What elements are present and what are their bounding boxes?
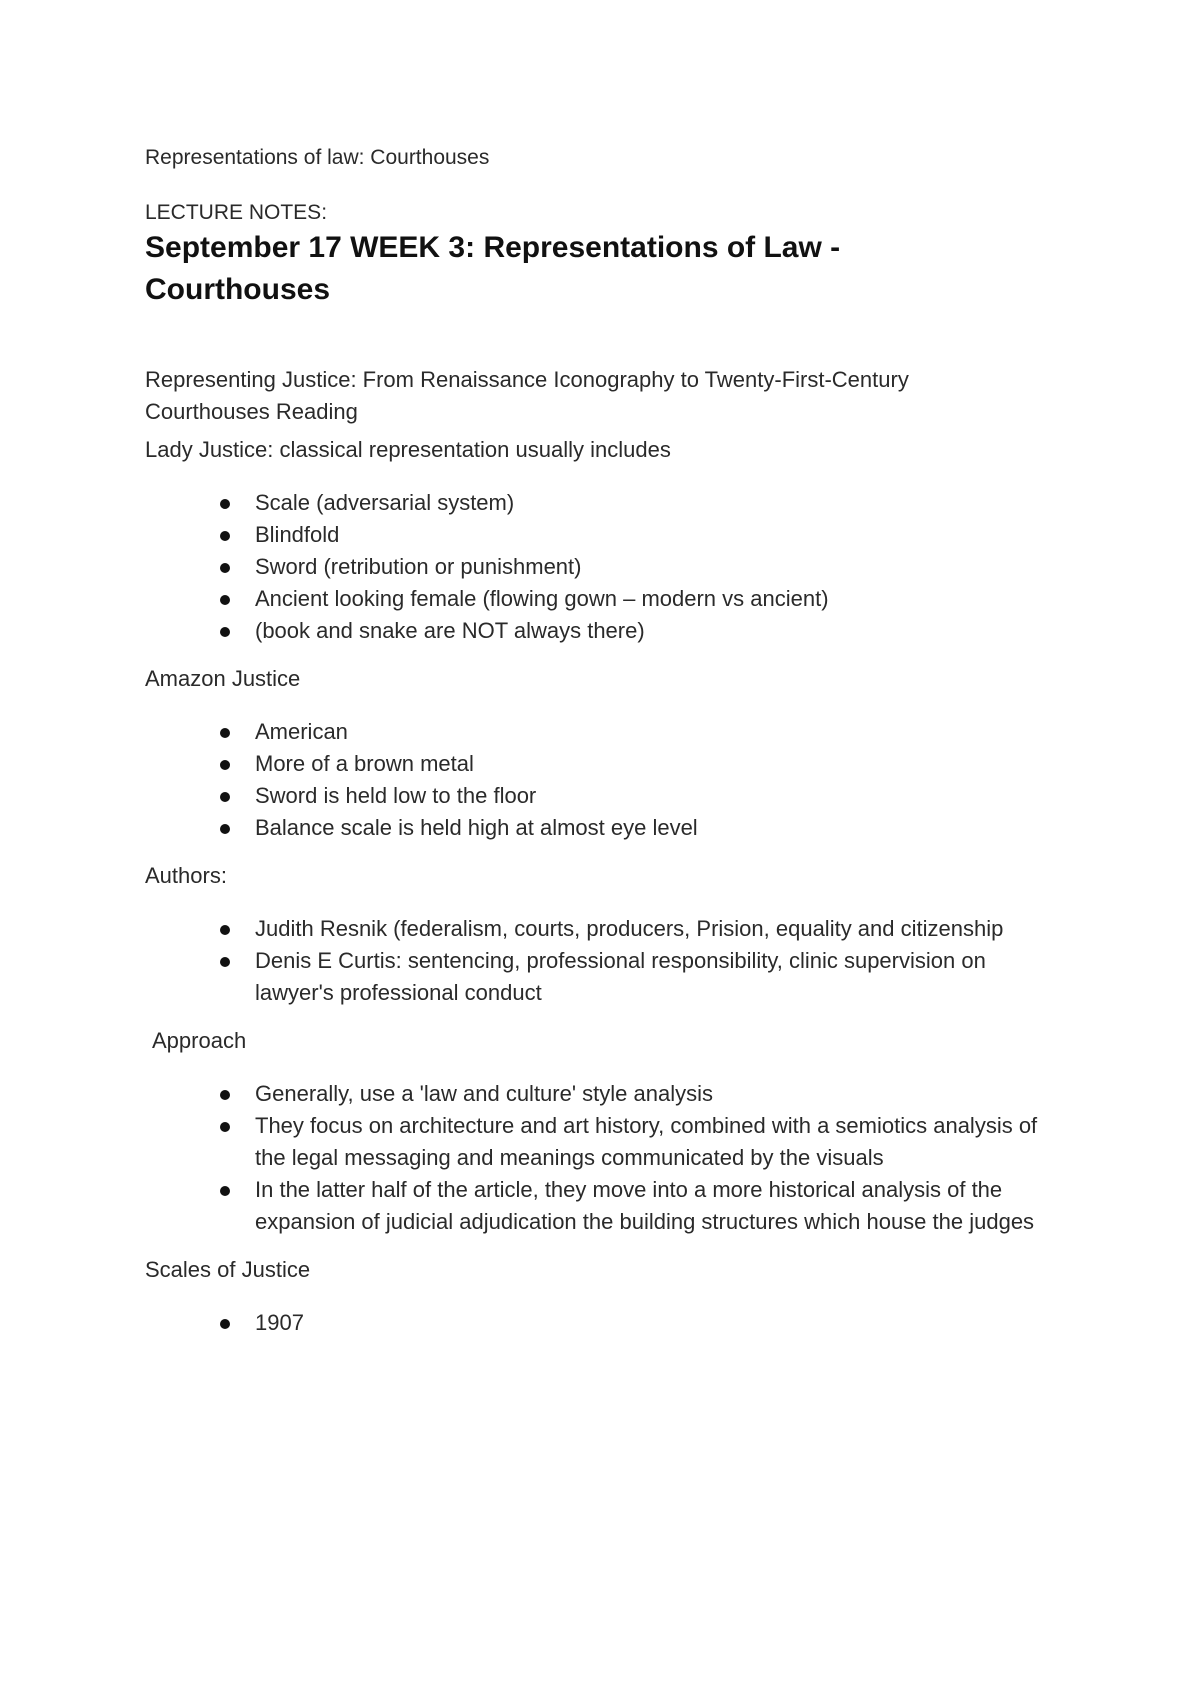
reading-title-line-2: Courthouses Reading [145,399,358,424]
list-item-text: Scale (adversarial system) [255,490,515,515]
list-item [255,780,1075,812]
lecture-heading-line-2: Courthouses [145,273,331,306]
bullet-icon [220,792,230,802]
bullet-icon [220,925,230,935]
list-item [255,748,1075,780]
reading-title-line-1: Representing Justice: From Renaissance Iconography to Twenty-First-Century [145,367,909,392]
list-item-text: More of a brown metal [255,751,474,776]
bullet-icon [220,531,230,541]
section-scales-of-justice [145,1255,1075,1339]
section-title: Authors: [145,863,227,888]
section-amazon-justice [145,664,1075,844]
bullet-list [145,716,1075,844]
list-item-text: In the latter half of the article, they move into a more historical analysis of the expansion of judicial adjudication the building structures which house the judges [255,1177,1035,1234]
list-item [255,615,1075,647]
bullet-list [145,1078,1075,1238]
section-title: Scales of Justice [145,1257,311,1282]
bullet-list [145,487,1075,647]
bullet-icon [220,728,230,738]
bullet-icon [220,957,230,967]
list-item-text: (book and snake are NOT always there) [255,618,645,643]
list-item-text: Sword is held low to the floor [255,783,537,808]
list-item [255,913,1075,945]
section-approach [145,1026,1075,1238]
section-title: Approach [152,1028,247,1053]
lecture-notes-label: LECTURE NOTES: [145,201,328,224]
list-item [255,945,1075,1009]
section-title: Amazon Justice [145,666,301,691]
list-item [255,1110,1075,1174]
list-item-text: Sword (retribution or punishment) [255,554,582,579]
section-title: Lady Justice: classical representation usually includes [145,437,671,462]
list-item [255,519,1075,551]
bullet-icon [220,563,230,573]
lecture-heading [145,227,1075,311]
lecture-heading-line-1: September 17 WEEK 3: Representations of Law - [145,231,841,264]
document-title: Representations of law: Courthouses [145,146,490,169]
section-authors [145,861,1075,1009]
list-item [255,551,1075,583]
list-item-text: 1907 [255,1310,304,1335]
list-item-text: Generally, use a 'law and culture' style analysis [255,1081,713,1106]
list-item [255,1078,1075,1110]
bullet-icon [220,1319,230,1329]
bullet-icon [220,824,230,834]
list-item-text: American [255,719,348,744]
reading-title [145,364,1075,428]
bullet-icon [220,499,230,509]
bullet-icon [220,1186,230,1196]
list-item [255,1174,1075,1238]
bullet-list [145,913,1075,1009]
list-item [255,812,1075,844]
bullet-icon [220,760,230,770]
section-lady-justice [145,435,1075,647]
list-item [255,1307,1075,1339]
bullet-icon [220,1122,230,1132]
list-item [255,487,1075,519]
list-item-text: Balance scale is held high at almost eye level [255,815,698,840]
list-item-text: Ancient looking female (flowing gown – modern vs ancient) [255,586,829,611]
list-item [255,716,1075,748]
list-item-text: They focus on architecture and art history, combined with a semiotics analysis of the legal messaging and meanings communicated by the visuals [255,1113,1038,1170]
document-page [145,143,1075,1339]
list-item [255,583,1075,615]
bullet-icon [220,627,230,637]
list-item-text: Denis E Curtis: sentencing, professional responsibility, clinic supervision on lawyer's professional conduct [255,948,986,1005]
list-item-text: Blindfold [255,522,340,547]
list-item-text: Judith Resnik (federalism, courts, producers, Prision, equality and citizenship [255,916,1004,941]
bullet-icon [220,595,230,605]
bullet-list [145,1307,1075,1339]
bullet-icon [220,1090,230,1100]
